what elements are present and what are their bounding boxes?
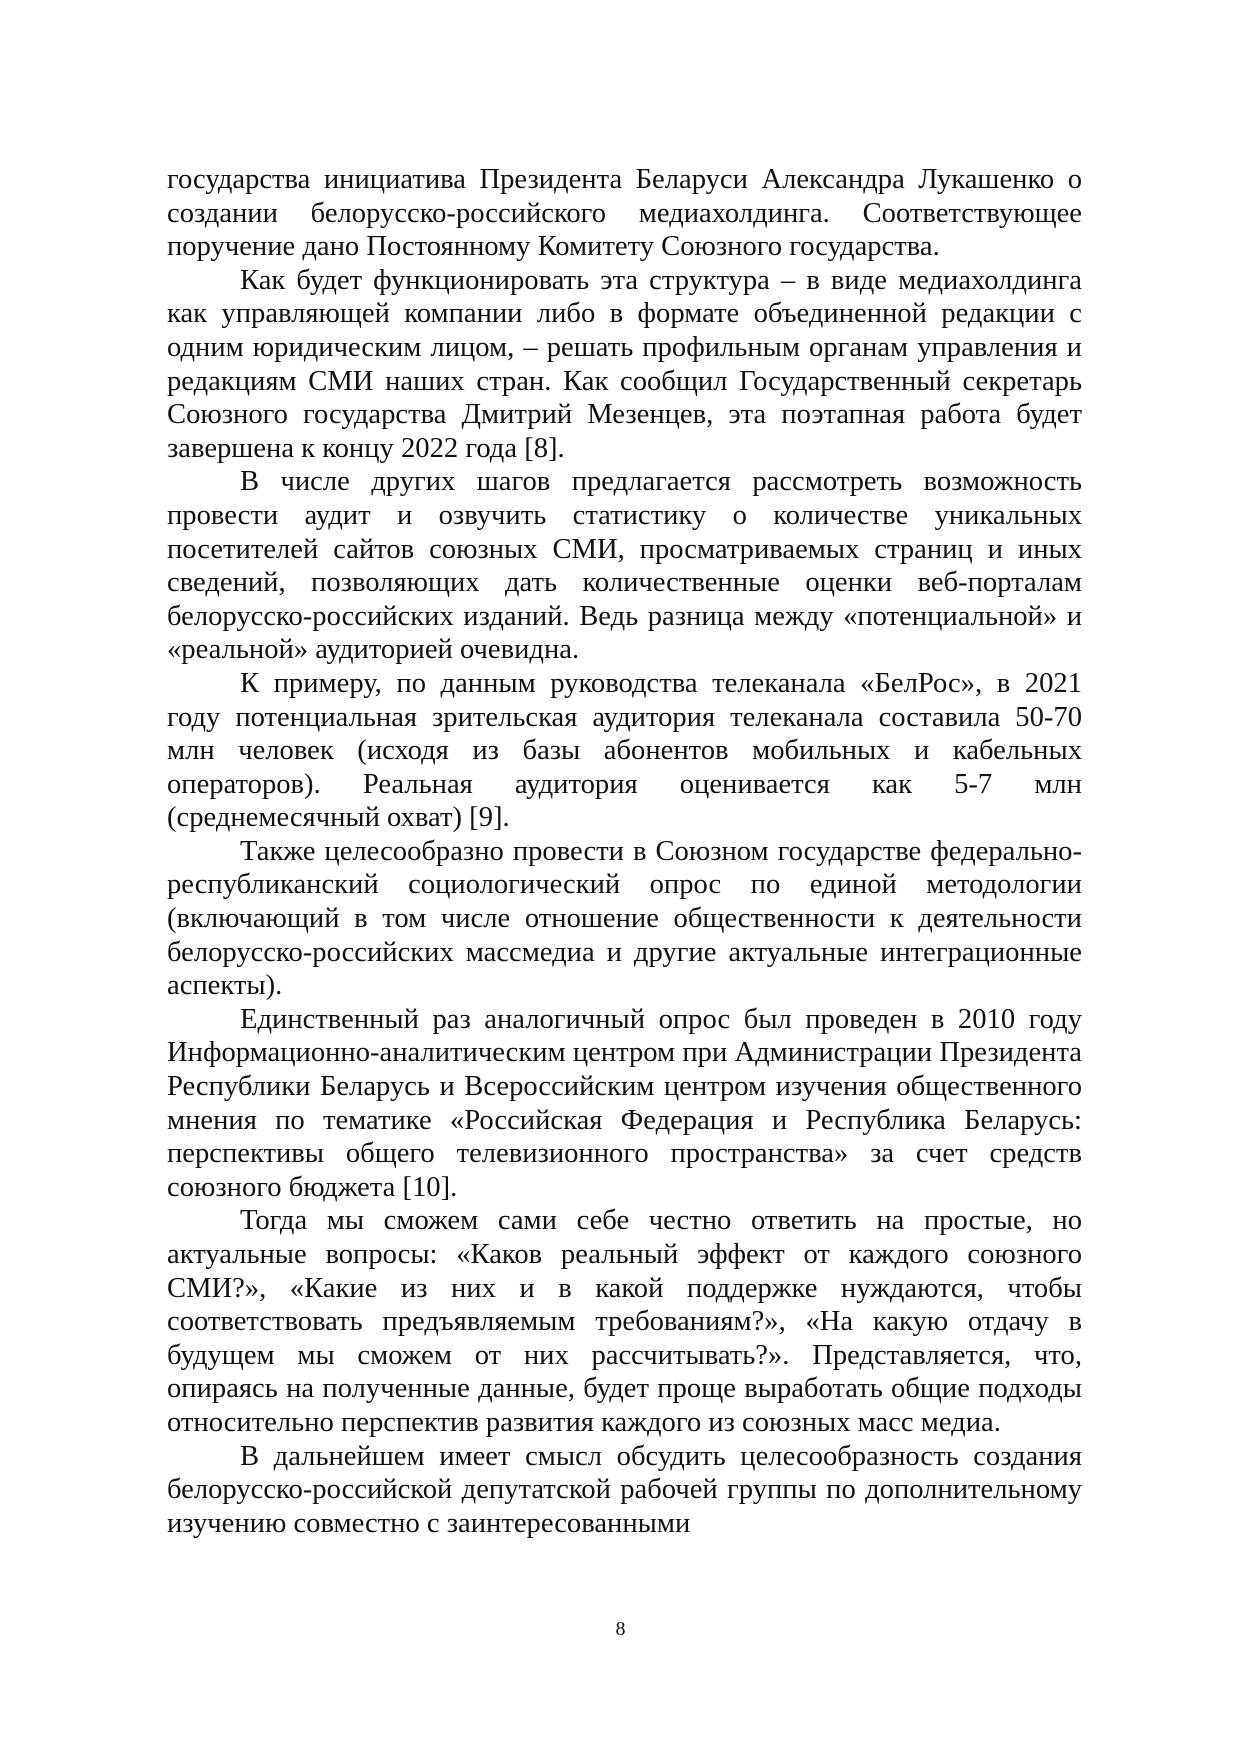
paragraph: Как будет функционировать эта структура – в виде медиахолдинга как управляющей компании либо в формате объединенной редакции с одним юридическим лицом, – решать профильным органам управления и редакциям СМИ наших стран. Как сообщил Государственный секретарь Союзного государства Дмитрий Мезенцев, эта поэтапная работа будет завершена к концу 2022 года [8].: [167, 264, 1082, 464]
page-number: 8: [615, 1618, 626, 1640]
paragraph: В числе других шагов предлагается рассмотреть возможность провести аудит и озвучить статистику о количестве уникальных посетителей сайтов союзных СМИ, просматриваемых страниц и иных сведений, позволяющих дать количественные оценки веб-порталам белорусско-российских изданий. Ведь разница между «потенциальной» и «реальной» аудиторией очевидна.: [167, 466, 1082, 666]
paragraph: К примеру, по данным руководства телеканала «БелРос», в 2021 году потенциальная зрительская аудитория телеканала составила 50-70 млн человек (исходя из базы абонентов мобильных и кабельных операторов). Реальная аудитория оценивается как 5-7 млн (среднемесячный охват) [9].: [167, 667, 1082, 834]
paragraph: В дальнейшем имеет смысл обсудить целесообразность создания белорусско-российской депутатской рабочей группы по дополнительному изучению совместно с заинтересованными: [167, 1440, 1082, 1539]
paragraph: Тогда мы сможем сами себе честно ответить на простые, но актуальные вопросы: «Каков реальный эффект от каждого союзного СМИ?», «Какие из них и в какой поддержке нуждаются, чтобы соответствовать предъявляемым требованиям?», «На какую отдачу в будущем мы сможем от них рассчитывать?». Представляется, что, опираясь на полученные данные, будет проще выработать общие подходы относительно перспектив развития каждого из союзных масс медиа.: [167, 1205, 1082, 1438]
paragraph-continuation: государства инициатива Президента Беларуси Александра Лукашенко о создании белорусско-российского медиахолдинга. Соответствующее поручение дано Постоянному Комитету Союзного государства.: [167, 164, 1082, 263]
paragraph: Также целесообразно провести в Союзном государстве федерально-республиканский социологический опрос по единой методологии (включающий в том числе отношение общественности к деятельности белорусско-российских массмедиа и другие актуальные интеграционные аспекты).: [167, 835, 1082, 1002]
body-text: [167, 163, 1082, 1540]
paragraph: Единственный раз аналогичный опрос был проведен в 2010 году Информационно-аналитическим центром при Администрации Президента Республики Беларусь и Всероссийским центром изучения общественного мнения по тематике «Российская Федерация и Республика Беларусь: перспективы общего телевизионного пространства» за счет средств союзного бюджета [10].: [167, 1003, 1082, 1203]
